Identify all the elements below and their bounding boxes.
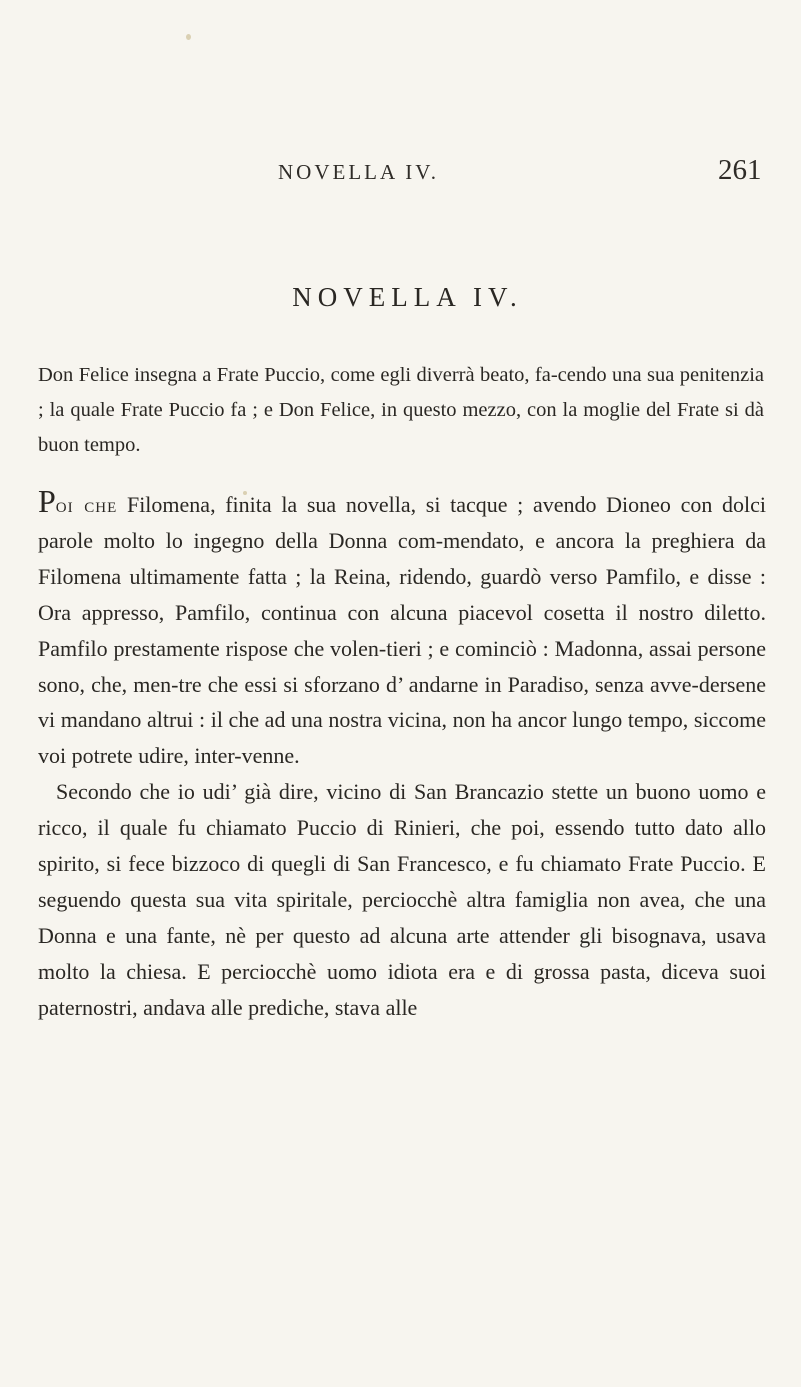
paragraph-text: Filomena, finita la sua novella, si tacque ; avendo Dioneo con dolci parole molto lo ingegno della Donna com-mendato, e ancora la preghiera da Filomena ultimamente fatta ; la Reina, ridendo, guardò verso Pamfilo, e disse : Ora appresso, Pamfilo, continua con alcuna piacevol cosetta il nostro diletto. Pamfilo prestamente rispose che volen-tieri ; e cominciò : Madonna, assai persone sono, che, men-tre che essi si sforzano d’ andarne in Paradiso, senza avve-dersene vi mandano altrui : il che ad una nostra vicina, non ha ancor lungo tempo, siccome voi potrete udire, inter-venne.	[38, 492, 766, 769]
opening-small-caps: oi che	[55, 492, 118, 517]
page-number: 261	[718, 154, 762, 186]
paragraph	[38, 485, 766, 774]
body-text	[38, 485, 766, 1026]
drop-cap: P	[38, 483, 56, 519]
paper-speck	[186, 34, 191, 40]
paragraph: Secondo che io udi’ già dire, vicino di San Brancazio stette un buono uomo e ricco, il quale fu chiamato Puccio di Rinieri, che poi, essendo tutto dato allo spirito, si fece bizzoco di quegli di San Francesco, e fu chiamato Frate Puccio. E seguendo questa sua vita spiritale, perciocchè altra famiglia non avea, che una Donna e una fante, nè per questo ad alcuna arte attender gli bisognava, usava molto la chiesa. E perciocchè uomo idiota era e di grossa pasta, diceva suoi paternostri, andava alle prediche, stava alle	[38, 779, 766, 1020]
running-head: NOVELLA IV.	[278, 160, 439, 184]
chapter-title: NOVELLA IV.	[292, 282, 523, 312]
chapter-argument: Don Felice insegna a Frate Puccio, come egli diverrà beato, fa-cendo una sua penitenzia ; la quale Frate Puccio fa ; e Don Felice, in questo mezzo, con la moglie del Frate si dà buon tempo.	[38, 364, 764, 456]
